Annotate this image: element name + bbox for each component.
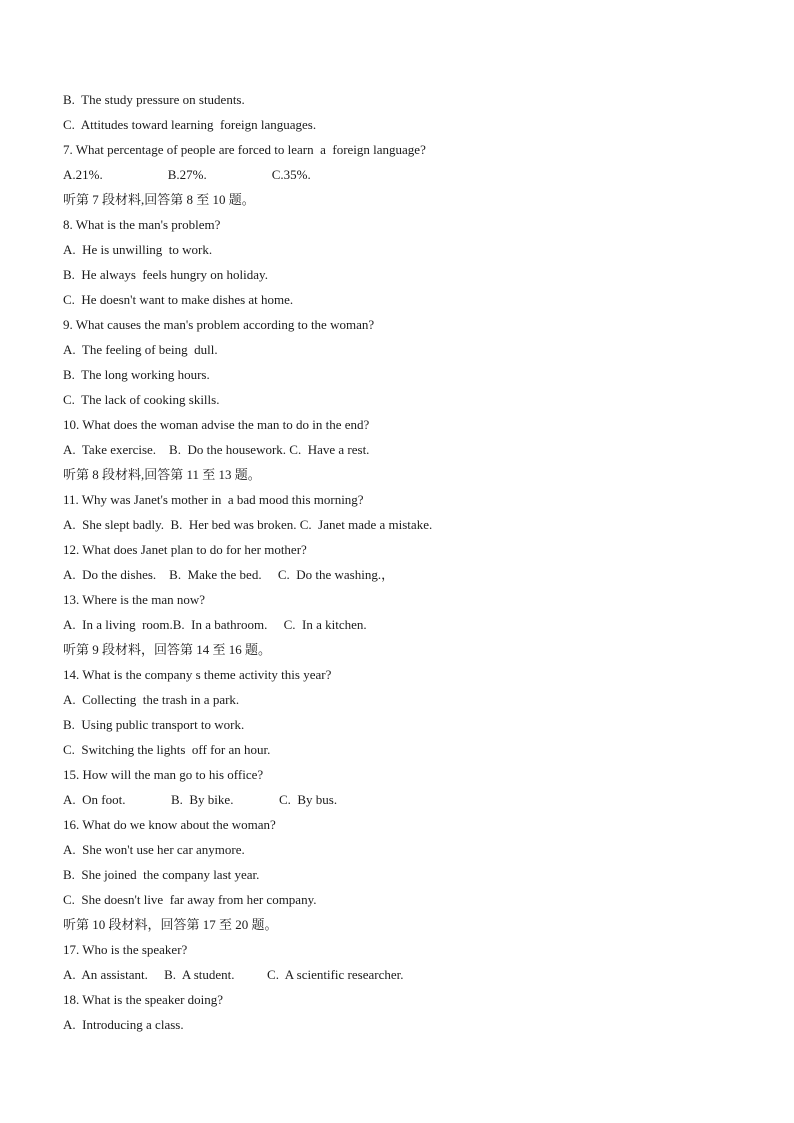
text-line: B. She joined the company last year. (63, 867, 260, 882)
text-line: 16. What do we know about the woman? (63, 817, 276, 832)
document-page (63, 87, 763, 1037)
text-line: A. Take exercise. B. Do the housework. C. Have a rest. (63, 442, 370, 457)
text-line: 听第 8 段材料,回答第 11 至 13 题。 (63, 467, 261, 482)
text-line: B. Using public transport to work. (63, 717, 245, 732)
text-line: A. She slept badly. B. Her bed was broken. C. Janet made a mistake. (63, 517, 433, 532)
text-line: A. She won't use her car anymore. (63, 842, 245, 857)
text-line: 17. Who is the speaker? (63, 942, 188, 957)
text-line: 15. How will the man go to his office? (63, 767, 264, 782)
text-line: C. She doesn't live far away from her company. (63, 892, 317, 907)
text-line: 11. Why was Janet's mother in a bad mood this morning? (63, 492, 364, 507)
text-line: 9. What causes the man's problem according to the woman? (63, 317, 375, 332)
text-line: C. He doesn't want to make dishes at home. (63, 292, 294, 307)
text-line: 13. Where is the man now? (63, 592, 205, 607)
text-line: A.21%. B.27%. C.35%. (63, 167, 311, 182)
text-line: A. The feeling of being dull. (63, 342, 218, 357)
text-line: C. The lack of cooking skills. (63, 392, 220, 407)
text-line: A. On foot. B. By bike. C. By bus. (63, 792, 338, 807)
text-line: A. Collecting the trash in a park. (63, 692, 240, 707)
text-line: 7. What percentage of people are forced to learn a foreign language? (63, 142, 426, 157)
text-line: B. He always feels hungry on holiday. (63, 267, 268, 282)
text-line: 10. What does the woman advise the man to do in the end? (63, 417, 370, 432)
text-line: 听第 10 段材料，回答第 17 至 20 题。 (63, 917, 278, 932)
text-line: 听第 7 段材料,回答第 8 至 10 题。 (63, 192, 255, 207)
text-line: A. Introducing a class. (63, 1017, 184, 1032)
text-line: 18. What is the speaker doing? (63, 992, 224, 1007)
text-line: A. Do the dishes. B. Make the bed. C. Do the washing.， (63, 567, 395, 582)
text-line: A. In a living room.B. In a bathroom. C. In a kitchen. (63, 617, 367, 632)
text-line: 12. What does Janet plan to do for her mother? (63, 542, 307, 557)
text-line: C. Attitudes toward learning foreign languages. (63, 117, 317, 132)
text-line: B. The study pressure on students. (63, 92, 245, 107)
text-line: 14. What is the company s theme activity this year? (63, 667, 332, 682)
text-line: 听第 9 段材料，回答第 14 至 16 题。 (63, 642, 272, 657)
text-line: A. An assistant. B. A student. C. A scientific researcher. (63, 967, 404, 982)
text-line: A. He is unwilling to work. (63, 242, 213, 257)
text-line: C. Switching the lights off for an hour. (63, 742, 271, 757)
text-line: B. The long working hours. (63, 367, 210, 382)
text-line: 8. What is the man's problem? (63, 217, 221, 232)
